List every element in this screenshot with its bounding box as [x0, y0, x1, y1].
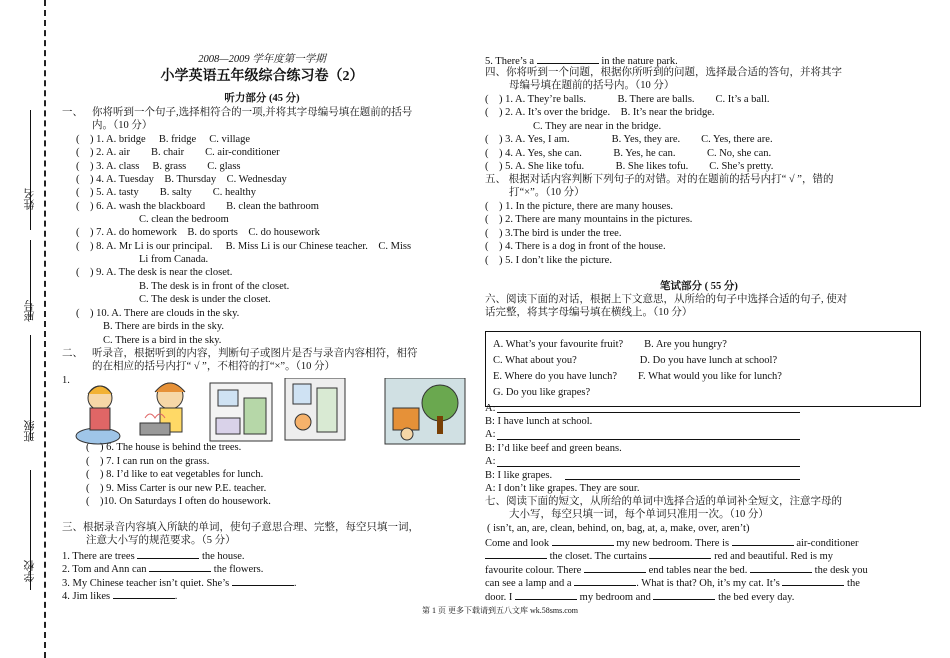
- dialog-b2: B: I’d like beef and green beans.: [485, 443, 622, 454]
- s1-item: ( ) 9. A. The desk is near the closet.: [76, 267, 233, 278]
- s3-item-2: 2. Tom and Ann can the flowers.: [62, 561, 263, 576]
- s3-item-3: 3. My Chinese teacher isn’t quiet. She’s .: [62, 575, 296, 590]
- girl-washing-picture: [76, 386, 120, 444]
- s2-label-1: 1.: [62, 375, 70, 386]
- s1-number: 一、: [62, 107, 83, 118]
- s2-item: ( ) 6. The house is behind the trees.: [86, 442, 242, 453]
- s4-item: ( ) 5. A. She like tofu. B. She likes tofu. C. She’s pretty.: [485, 161, 774, 172]
- fill-blank[interactable]: [232, 575, 294, 586]
- s3-instruction-2: 注意大小写的规范要求。（5 分）: [86, 535, 236, 546]
- s5-item: ( ) 4. There is a dog in front of the house.: [485, 241, 666, 252]
- answer-line[interactable]: [497, 439, 800, 440]
- fill-blank[interactable]: [137, 548, 199, 559]
- word-bank: ( isn’t, an, are, clean, behind, on, bag, at, a, make, over, aren’t): [487, 523, 750, 534]
- passage-line-3: favourite colour. There end tables near the bed. the desk you: [485, 562, 868, 577]
- option-row: C. What about you? D. Do you have lunch at school?: [493, 355, 778, 366]
- s3-item-4: 4. Jim likes .: [62, 588, 177, 603]
- class-label: 班级: [24, 420, 36, 442]
- s1-item: ( ) 10. A. There are clouds in the sky.: [76, 308, 240, 319]
- fill-blank[interactable]: [584, 562, 646, 573]
- answer-line[interactable]: [497, 412, 800, 413]
- s6-instruction-2: 话完整，将其字母编号填在横线上。（10 分）: [485, 307, 693, 318]
- s4-item: ( ) 2. A. It’s over the bridge. B. It’s near the bridge.: [485, 107, 715, 118]
- s1-item: ( ) 1. A. bridge B. fridge C. village: [76, 134, 251, 145]
- fill-blank[interactable]: [515, 589, 577, 600]
- s2-item: ( ) 8. I’d like to eat vegetables for lunch.: [86, 469, 264, 480]
- dialog-a4: A: I don’t like grapes. They are sour.: [485, 483, 640, 494]
- passage-line-4: can see a lamp and a . What is that? Oh, it’s my cat. It’s the: [485, 575, 860, 590]
- fill-blank[interactable]: [782, 575, 844, 586]
- s5-item: ( ) 5. I don’t like the picture.: [485, 255, 612, 266]
- s2-item: ( ) 7. I can run on the grass.: [86, 456, 210, 467]
- option-row: E. Where do you have lunch? F. What would you like for lunch?: [493, 371, 782, 382]
- school-line: [30, 470, 31, 590]
- s3-item-1: 1. There are trees the house.: [62, 548, 245, 563]
- term-text: 2008—2009 学年度第一学期: [198, 54, 326, 65]
- s4-instruction-1: 四、你将听到一个问题，根据你所听到的问题，选择最合适的答句，并将其字: [485, 67, 842, 78]
- s4-instruction-2: 母编号填在题前的括号内。（10 分）: [509, 80, 675, 91]
- s3-item-5: 5. There’s a in the nature park.: [485, 53, 678, 68]
- page-title: 小学英语五年级综合练习卷（2）: [160, 69, 364, 84]
- fill-blank[interactable]: [649, 548, 711, 559]
- fill-blank[interactable]: [732, 535, 794, 546]
- dialog-a1: A:: [485, 403, 496, 414]
- fill-blank[interactable]: [574, 575, 636, 586]
- dialog-b3: B: I like grapes.: [485, 470, 553, 481]
- seat-line: [30, 240, 31, 320]
- s4-item: ( ) 4. A. Yes, she can. B. Yes, he can. C. No, she can.: [485, 148, 772, 159]
- written-heading: 笔试部分 ( 55 分): [660, 281, 738, 292]
- s1-instruction-1: 你将听到一个句子,选择相符合的一项,并将其字母编号填在题前的括号: [92, 107, 413, 118]
- s5-instruction-2: 打“×”。（10 分）: [509, 187, 585, 198]
- dialog-a2: A:: [485, 429, 496, 440]
- fill-blank[interactable]: [113, 588, 175, 599]
- s1-item-cont: C. clean the bedroom: [139, 214, 229, 225]
- s1-item: ( ) 6. A. wash the blackboard B. clean the bathroom: [76, 201, 319, 212]
- binding-dashed-line: [44, 0, 46, 658]
- s4-item: ( ) 1. A. They’re balls. B. There are balls. C. It’s a ball.: [485, 94, 770, 105]
- class-line: [30, 335, 31, 440]
- option-row: G. Do you like grapes?: [493, 387, 591, 398]
- fill-blank[interactable]: [149, 561, 211, 572]
- s2-number: 二、: [62, 348, 83, 359]
- passage-line-2: the closet. The curtains red and beautiful. Red is my: [485, 548, 833, 563]
- house-interior-picture: [285, 378, 345, 440]
- s6-instruction-1: 六、阅读下面的对话，根据上下文意思，从所给的句子中选择合适的句子, 使对: [485, 294, 848, 305]
- answer-line[interactable]: [565, 479, 800, 480]
- s1-item: ( ) 8. A. Mr Li is our principal. B. Miss Li is our Chinese teacher. C. Miss: [76, 241, 412, 252]
- dialog-b1: B: I have lunch at school.: [485, 416, 593, 427]
- s1-item: ( ) 4. A. Tuesday B. Thursday C. Wednesday: [76, 174, 287, 185]
- s1-item-cont: B. The desk is in front of the closet.: [139, 281, 290, 292]
- s5-item: ( ) 2. There are many mountains in the pictures.: [485, 214, 693, 225]
- s2-item: ( )10. On Saturdays I often do housework.: [86, 496, 271, 507]
- page-footer: 第 1 页 更多下载请到五八文库 wk.58sms.com: [422, 606, 578, 615]
- dialog-a3: A:: [485, 456, 496, 467]
- school-label: 学校: [24, 560, 36, 582]
- s4-item-cont: C. They are near in the bridge.: [533, 121, 662, 132]
- s1-instruction-2: 内。（10 分）: [92, 120, 153, 131]
- answer-line[interactable]: [497, 466, 800, 467]
- s1-item-cont: Li from Canada.: [139, 254, 209, 265]
- fill-blank[interactable]: [485, 548, 547, 559]
- s1-item: ( ) 2. A. air B. chair C. air-conditioner: [76, 147, 280, 158]
- fill-blank[interactable]: [537, 53, 599, 64]
- passage-line-1: Come and look my new bedroom. There is air-conditioner: [485, 535, 859, 550]
- option-row: A. What’s your favourite fruit? B. Are you hungry?: [493, 339, 727, 350]
- name-line: [30, 110, 31, 230]
- listening-pictures: [70, 378, 470, 448]
- fill-blank[interactable]: [552, 535, 614, 546]
- s5-item: ( ) 3.The bird is under the tree.: [485, 228, 622, 239]
- s5-item: ( ) 1. In the picture, there are many houses.: [485, 201, 674, 212]
- s4-item: ( ) 3. A. Yes, I am. B. Yes, they are. C. Yes, there are.: [485, 134, 773, 145]
- s5-instruction-1: 五、 根据对话内容判断下列句子的对错。对的在题前的括号内打“ √ ”，错的: [485, 174, 834, 185]
- s1-item: ( ) 7. A. do homework B. do sports C. do housework: [76, 227, 320, 238]
- s1-item-cont: C. There is a bird in the sky.: [103, 335, 222, 346]
- s2-instruction-1: 听录音，根据听到的内容，判断句子或图片是否与录音内容相符，相符: [92, 348, 418, 359]
- name-label: 姓名: [24, 188, 36, 210]
- s3-instruction-1: 三、根据录音内容填入所缺的单词，使句子意思合理、完整，每空只填一词，: [62, 522, 419, 533]
- s2-instruction-2: 的在相应的括号内打“ √ ”，不相符的打“×”。（10 分）: [92, 361, 335, 372]
- s7-instruction-2: 大小写，每空只填一词，每个单词只准用一次。（10 分）: [509, 509, 769, 520]
- s1-item: ( ) 3. A. class B. grass C. glass: [76, 161, 241, 172]
- girl-cooking-picture: [140, 383, 185, 435]
- s1-item-cont: B. There are birds in the sky.: [103, 321, 225, 332]
- s2-item: ( ) 9. Miss Carter is our new P.E. teacher.: [86, 483, 267, 494]
- room-picture: [210, 383, 272, 441]
- s1-item: ( ) 5. A. tasty B. salty C. healthy: [76, 187, 256, 198]
- s1-item-cont: C. The desk is under the closet.: [139, 294, 271, 305]
- fill-blank[interactable]: [653, 589, 715, 600]
- fill-blank[interactable]: [750, 562, 812, 573]
- seat-label: 座号: [24, 300, 36, 322]
- passage-line-5: door. I my bedroom and the bed every day.: [485, 589, 794, 604]
- listening-heading: 听力部分 (45 分): [224, 93, 300, 104]
- s7-instruction-1: 七、阅读下面的短文，从所给的单词中选择合适的单词补全短文，注意字母的: [485, 496, 842, 507]
- outdoor-scene-picture: [385, 378, 465, 444]
